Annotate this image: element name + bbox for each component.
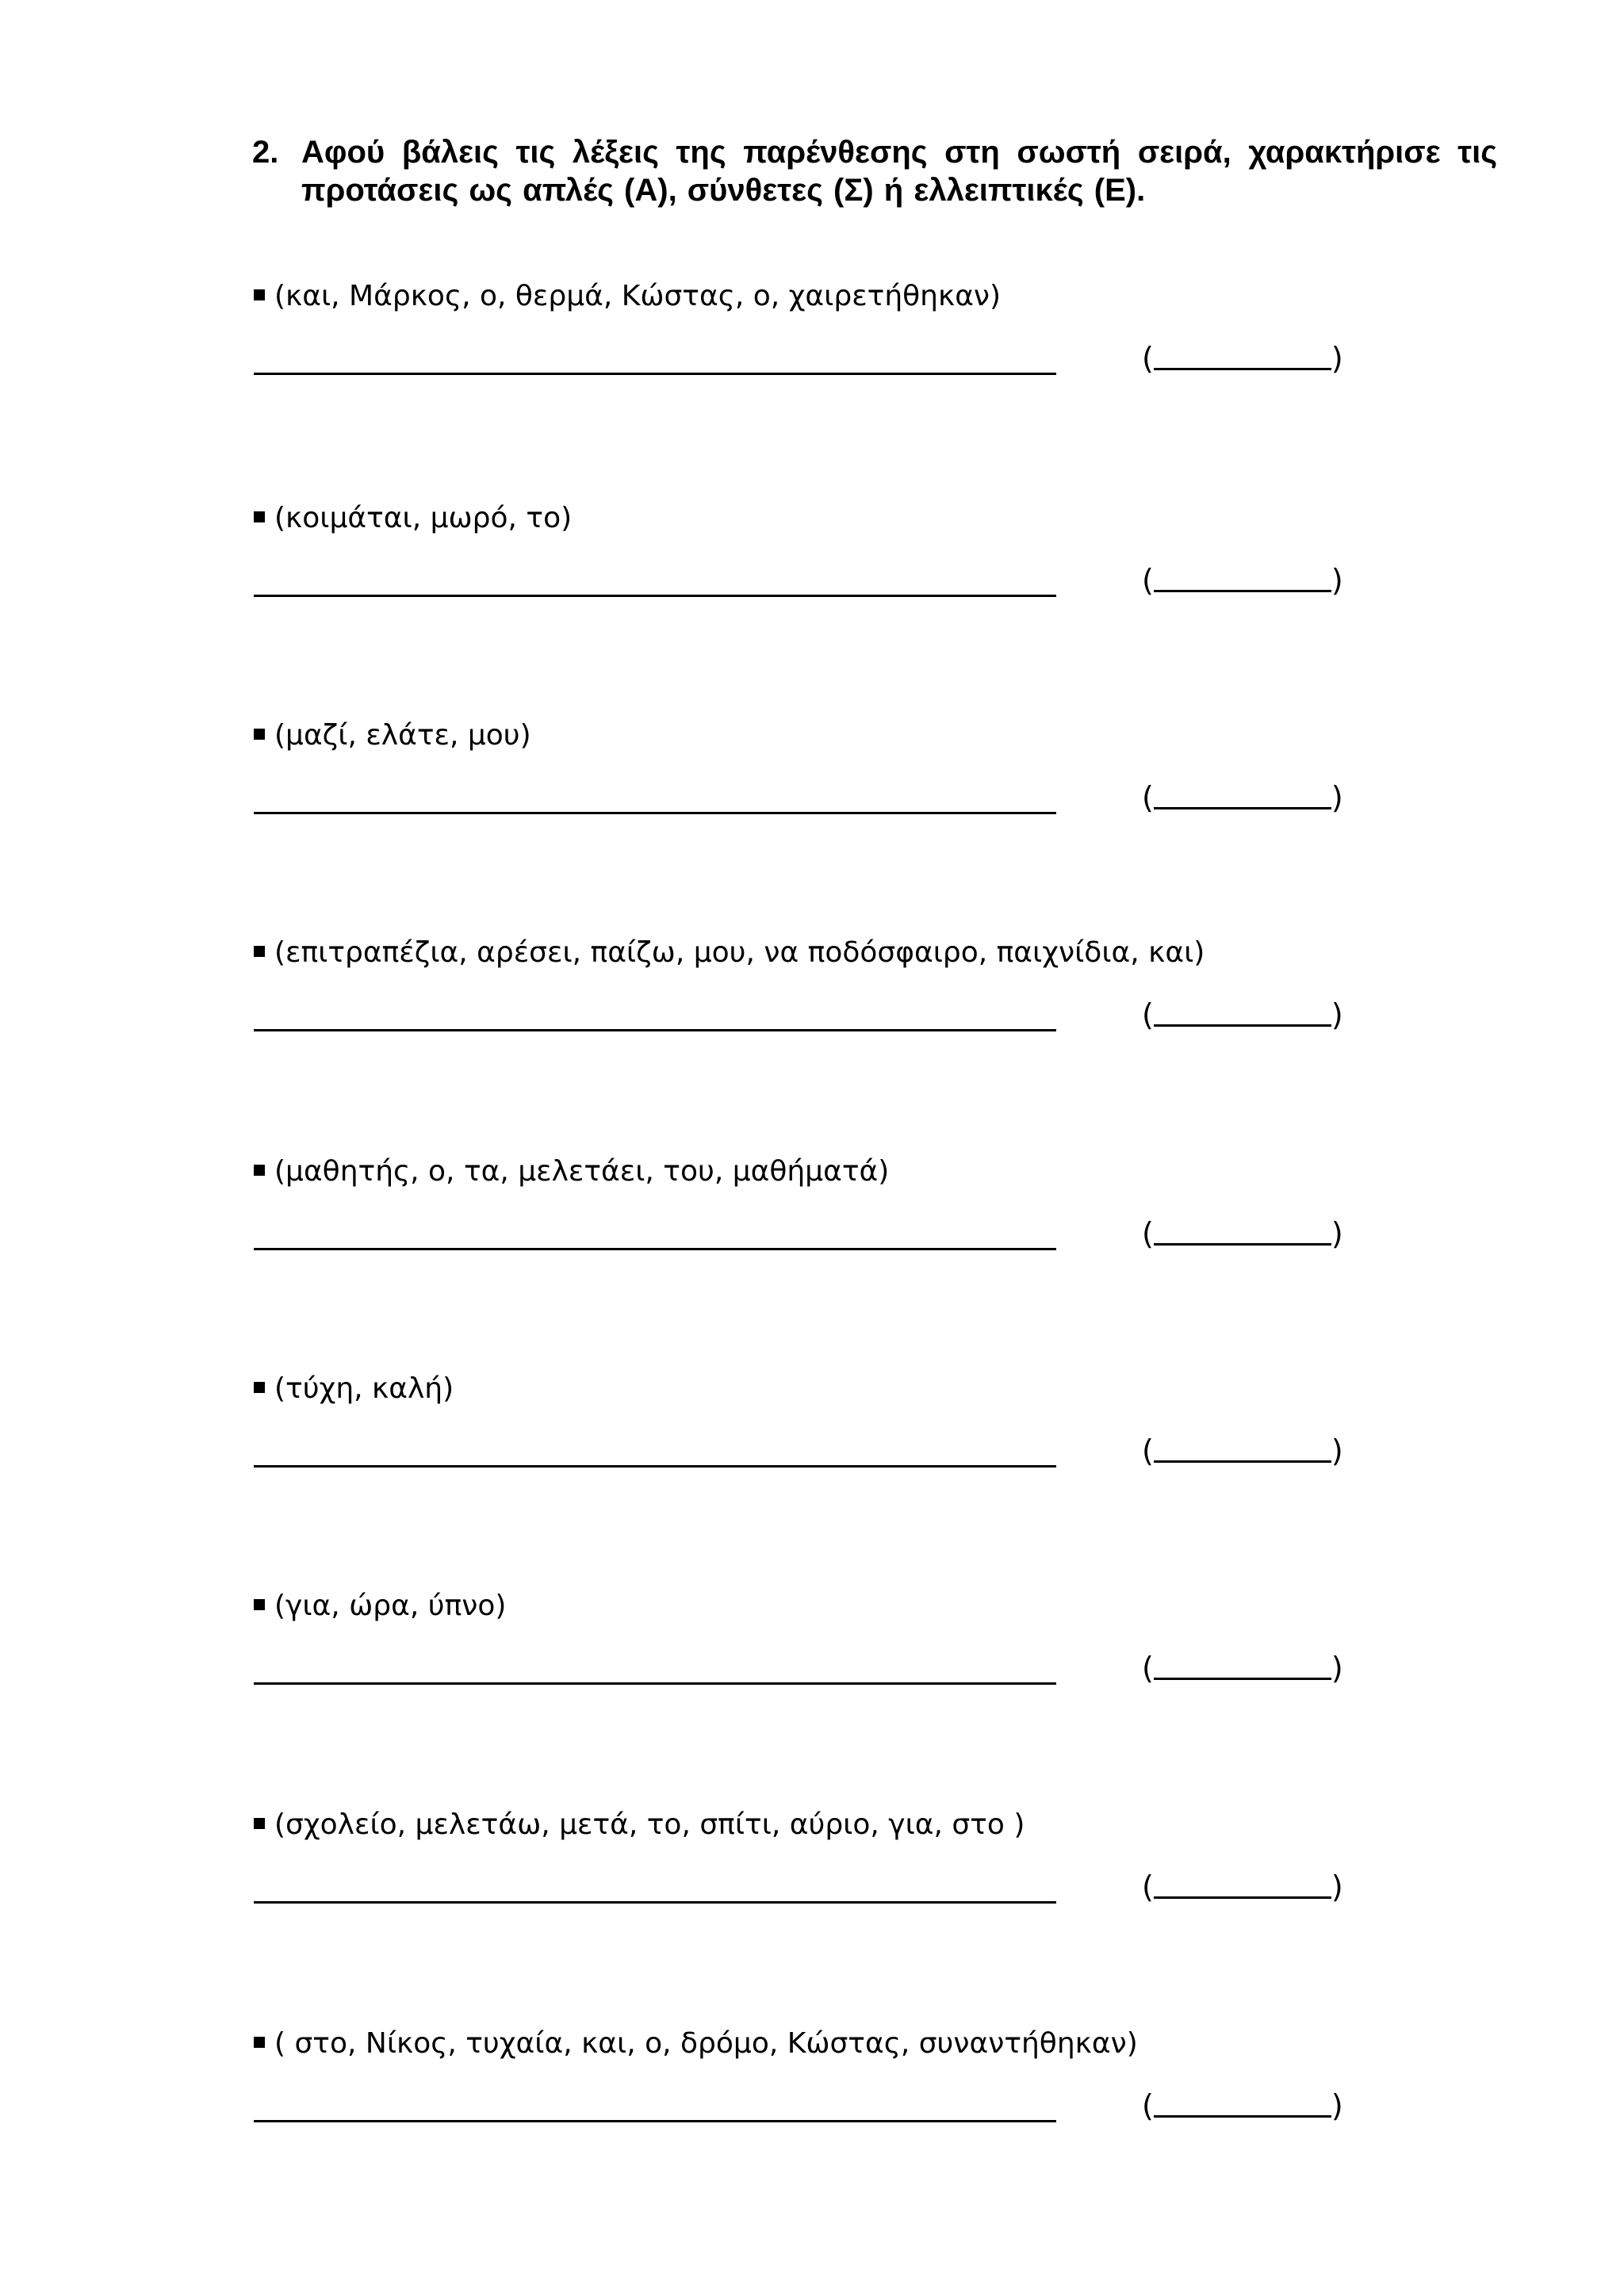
paren-open: (: [1142, 341, 1154, 376]
exercise-instruction: Αφού βάλεις τις λέξεις της παρένθεσης στη σωστή σειρά, χαρακτήρισε τις προτάσεις ως απλές (Α), σύνθετες (Σ) ή ελλειπτικές (Ε).: [301, 135, 1497, 208]
answer-line[interactable]: [254, 1029, 1056, 1031]
paren-close: ): [1331, 997, 1343, 1032]
sentence-type-blank[interactable]: [1154, 563, 1331, 592]
paren-open: (: [1142, 1216, 1154, 1251]
bullet-square-icon: [254, 1165, 265, 1176]
answer-line[interactable]: [254, 373, 1056, 375]
item-prompt: [254, 718, 531, 753]
sentence-type-box[interactable]: [1142, 563, 1343, 598]
bullet-square-icon: [254, 2037, 265, 2048]
item-prompt: [254, 501, 572, 536]
sentence-type-box[interactable]: [1142, 1651, 1343, 1686]
exercise-item-2: [254, 501, 1364, 596]
paren-open: (: [1142, 2088, 1154, 2123]
item-prompt: [254, 2026, 1138, 2061]
answer-line[interactable]: [254, 1682, 1056, 1685]
exercise-item-1: [254, 279, 1364, 374]
exercise-item-6: [254, 1372, 1364, 1467]
exercise-item-5: [254, 1154, 1364, 1249]
bullet-square-icon: [254, 1818, 265, 1829]
sentence-type-blank[interactable]: [1154, 780, 1331, 809]
item-prompt: [254, 936, 1205, 970]
paren-close: ): [1331, 1869, 1343, 1904]
bullet-square-icon: [254, 511, 265, 522]
exercise-item-9: [254, 2026, 1364, 2122]
sentence-type-blank[interactable]: [1154, 1433, 1331, 1463]
answer-line[interactable]: [254, 1465, 1056, 1468]
exercise-heading: [252, 133, 1497, 209]
paren-close: ): [1331, 341, 1343, 376]
paren-close: ): [1331, 2088, 1343, 2123]
exercise-number: 2.: [252, 135, 279, 170]
item-prompt-text: ( στο, Νίκος, τυχαία, και, ο, δρόμο, Κώστας, συναντήθηκαν): [274, 2027, 1138, 2060]
item-prompt: [254, 1154, 889, 1189]
paren-open: (: [1142, 780, 1154, 815]
item-prompt-text: (επιτραπέζια, αρέσει, παίζω, μου, να ποδόσφαιρο, παιχνίδια, και): [274, 936, 1205, 969]
item-prompt-text: (σχολείο, μελετάω, μετά, το, σπίτι, αύριο, για, στο ): [274, 1808, 1025, 1841]
item-prompt: [254, 279, 1001, 314]
bullet-square-icon: [254, 1599, 265, 1610]
paren-open: (: [1142, 563, 1154, 598]
paren-close: ): [1331, 1433, 1343, 1468]
bullet-square-icon: [254, 729, 265, 740]
item-prompt-text: (μαζί, ελάτε, μου): [274, 719, 531, 752]
answer-line[interactable]: [254, 1901, 1056, 1904]
item-prompt-text: (και, Μάρκος, ο, θερμά, Κώστας, ο, χαιρετήθηκαν): [274, 280, 1002, 312]
paren-close: ): [1331, 1216, 1343, 1251]
item-prompt-text: (για, ώρα, ύπνο): [274, 1590, 507, 1622]
exercise-item-3: [254, 718, 1364, 813]
sentence-type-box[interactable]: [1142, 780, 1343, 815]
item-prompt: [254, 1372, 454, 1406]
sentence-type-box[interactable]: [1142, 1869, 1343, 1904]
answer-line[interactable]: [254, 812, 1056, 814]
sentence-type-box[interactable]: [1142, 341, 1343, 376]
item-prompt-text: (τύχη, καλή): [274, 1372, 454, 1405]
answer-line[interactable]: [254, 595, 1056, 597]
bullet-square-icon: [254, 289, 265, 300]
item-prompt: [254, 1589, 506, 1624]
paren-close: ): [1331, 563, 1343, 598]
bullet-square-icon: [254, 946, 265, 957]
sentence-type-box[interactable]: [1142, 997, 1343, 1032]
answer-line[interactable]: [254, 2120, 1056, 2122]
paren-close: ): [1331, 780, 1343, 815]
paren-open: (: [1142, 1433, 1154, 1468]
sentence-type-blank[interactable]: [1154, 1651, 1331, 1680]
sentence-type-box[interactable]: [1142, 1433, 1343, 1468]
exercise-item-8: [254, 1808, 1364, 1903]
sentence-type-blank[interactable]: [1154, 2088, 1331, 2118]
paren-open: (: [1142, 1651, 1154, 1686]
item-prompt-text: (μαθητής, ο, τα, μελετάει, του, μαθήματά): [274, 1155, 890, 1188]
bullet-square-icon: [254, 1382, 265, 1393]
sentence-type-box[interactable]: [1142, 2088, 1343, 2123]
paren-close: ): [1331, 1651, 1343, 1686]
sentence-type-blank[interactable]: [1154, 1216, 1331, 1246]
answer-line[interactable]: [254, 1248, 1056, 1250]
paren-open: (: [1142, 1869, 1154, 1904]
paren-open: (: [1142, 997, 1154, 1032]
sentence-type-blank[interactable]: [1154, 341, 1331, 370]
sentence-type-blank[interactable]: [1154, 1869, 1331, 1899]
exercise-item-7: [254, 1589, 1364, 1684]
sentence-type-blank[interactable]: [1154, 997, 1331, 1027]
exercise-item-4: [254, 936, 1364, 1031]
item-prompt-text: (κοιμάται, μωρό, το): [274, 502, 573, 534]
item-prompt: [254, 1808, 1025, 1843]
sentence-type-box[interactable]: [1142, 1216, 1343, 1251]
